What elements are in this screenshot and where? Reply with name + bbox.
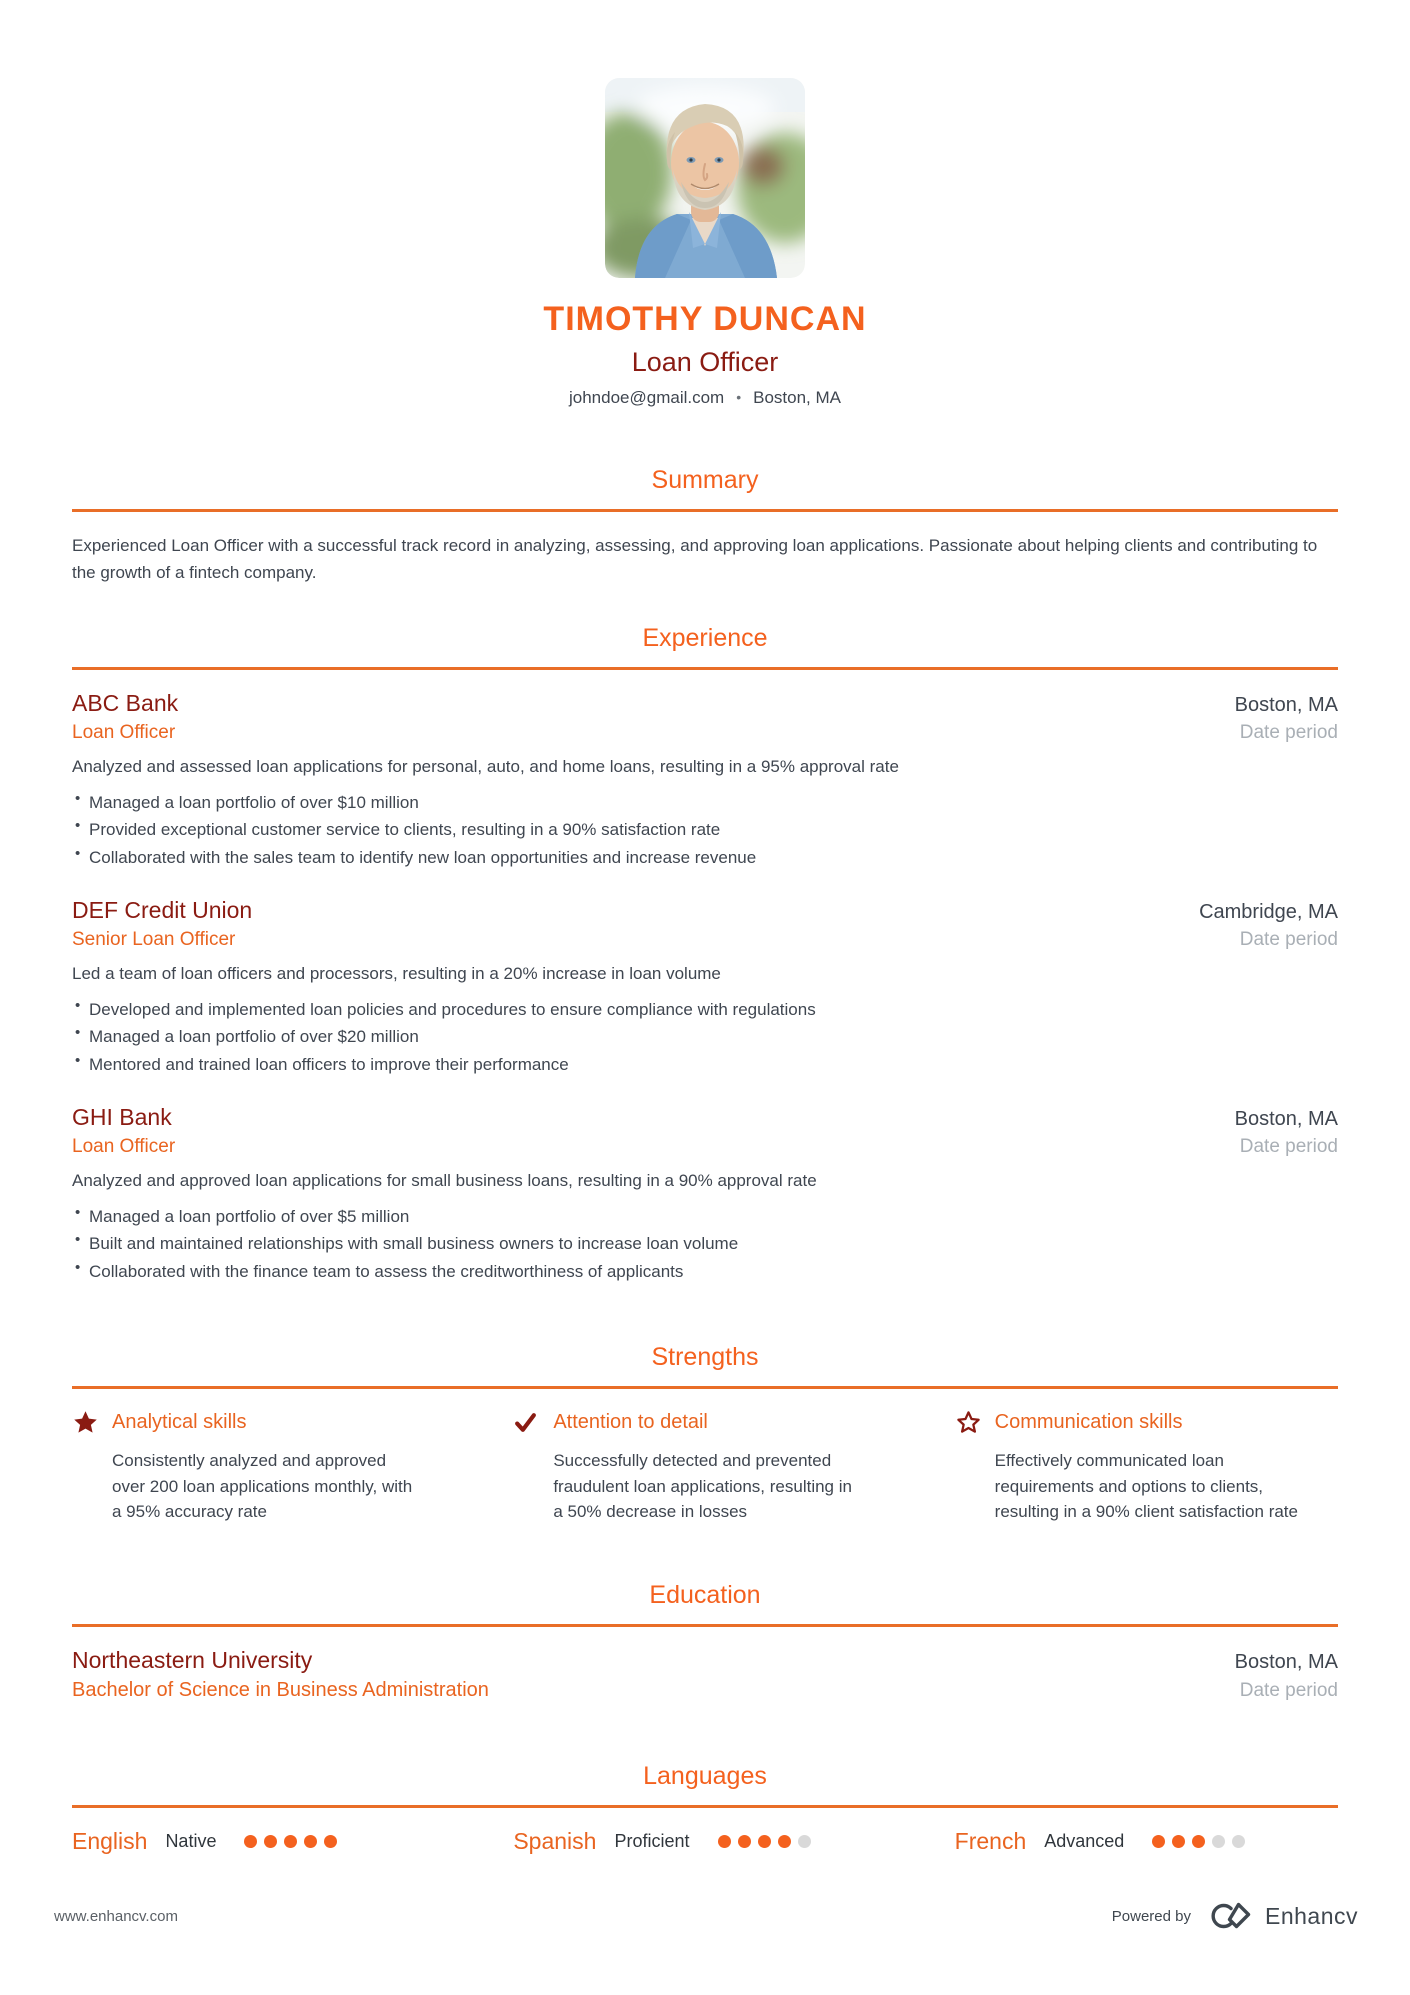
proficiency-dot-filled xyxy=(304,1835,317,1848)
strength-item xyxy=(72,1409,455,1525)
entry-description: Analyzed and assessed loan applications for personal, auto, and home loans, resulting in a 95% approval rate xyxy=(72,757,899,777)
language-level: Native xyxy=(165,1830,217,1851)
school-name: Northeastern University xyxy=(72,1646,313,1673)
degree-name: Bachelor of Science in Business Administration xyxy=(72,1678,489,1701)
proficiency-dot-filled xyxy=(718,1835,731,1848)
enhancv-site-link[interactable]: www.enhancv.com xyxy=(54,1907,178,1925)
entry-role: Loan Officer xyxy=(72,722,176,744)
language-proficiency-dots xyxy=(1152,1835,1245,1848)
company-name: ABC Bank xyxy=(72,690,179,717)
strength-item xyxy=(955,1409,1338,1525)
entry-period: Date period xyxy=(1239,1136,1338,1158)
page-footer xyxy=(54,1899,1358,1933)
check-icon xyxy=(513,1409,540,1436)
bullet-item: • Collaborated with the finance team to assess the creditworthiness of applicants xyxy=(72,1258,1338,1286)
bullet-item: • Managed a loan portfolio of over $10 million xyxy=(72,789,1338,817)
bullet-item: • Collaborated with the sales team to identify new loan opportunities and increase revenue xyxy=(72,844,1338,872)
language-name: French xyxy=(954,1827,1027,1854)
language-name: English xyxy=(72,1827,148,1854)
proficiency-dot-filled xyxy=(284,1835,297,1848)
proficiency-dot-empty xyxy=(1232,1835,1245,1848)
entry-location: Boston, MA xyxy=(1234,1108,1338,1131)
section-languages xyxy=(72,1762,1338,1855)
language-item xyxy=(955,1828,1338,1855)
proficiency-dot-filled xyxy=(264,1835,277,1848)
proficiency-dot-empty xyxy=(1212,1835,1225,1848)
language-proficiency-dots xyxy=(244,1835,337,1848)
entry-location: Cambridge, MA xyxy=(1199,901,1338,924)
summary-text: Experienced Loan Officer with a successful track record in analyzing, assessing, and approving loan applications. Passionate about helping clients and contributing to the growth of a fintech company. xyxy=(72,536,1318,583)
entry-role: Loan Officer xyxy=(72,1136,176,1158)
language-item xyxy=(513,1828,896,1855)
candidate-title: Loan Officer xyxy=(631,347,779,377)
experience-heading: Experience xyxy=(72,624,1338,670)
proficiency-dot-empty xyxy=(798,1835,811,1848)
entry-description: Led a team of loan officers and processors, resulting in a 20% increase in loan volume xyxy=(72,964,721,984)
section-education xyxy=(72,1581,1338,1702)
enhancv-infinity-logo-icon xyxy=(1205,1899,1251,1933)
proficiency-dot-filled xyxy=(1152,1835,1165,1848)
proficiency-dot-filled xyxy=(324,1835,337,1848)
section-strengths xyxy=(72,1343,1338,1525)
company-name: DEF Credit Union xyxy=(72,897,253,924)
star-outline-icon xyxy=(955,1409,982,1436)
strength-text: Consistently analyzed and approved over 200 loan applications monthly, with a 95% accuracy rate xyxy=(112,1451,413,1522)
entry-bullets xyxy=(72,789,1338,872)
profile-photo xyxy=(605,78,805,278)
strength-title: Analytical skills xyxy=(112,1411,247,1434)
powered-by-label: Powered by xyxy=(1111,1907,1191,1925)
proficiency-dot-filled xyxy=(1172,1835,1185,1848)
strength-title: Communication skills xyxy=(994,1411,1183,1434)
entry-bullets xyxy=(72,996,1338,1079)
experience-entry xyxy=(72,897,1338,1078)
proficiency-dot-filled xyxy=(738,1835,751,1848)
entry-role: Senior Loan Officer xyxy=(72,929,236,951)
proficiency-dot-filled xyxy=(758,1835,771,1848)
strength-title: Attention to detail xyxy=(553,1411,708,1434)
language-name: Spanish xyxy=(513,1827,597,1854)
strength-text: Successfully detected and prevented fraudulent loan applications, resulting in a 50% decrease in losses xyxy=(553,1451,852,1522)
languages-heading: Languages xyxy=(72,1762,1338,1808)
bullet-item: • Provided exceptional customer service to clients, resulting in a 90% satisfaction rate xyxy=(72,816,1338,844)
enhancv-brand-name: Enhancv xyxy=(1264,1902,1358,1929)
bullet-item: • Mentored and trained loan officers to improve their performance xyxy=(72,1051,1338,1079)
star-filled-icon xyxy=(72,1409,99,1436)
entry-location: Boston, MA xyxy=(1234,694,1338,717)
proficiency-dot-filled xyxy=(1192,1835,1205,1848)
contact-separator: • xyxy=(736,389,742,405)
bullet-item: • Managed a loan portfolio of over $20 million xyxy=(72,1023,1338,1051)
bullet-item: • Developed and implemented loan policies and procedures to ensure compliance with regulations xyxy=(72,996,1338,1024)
entry-description: Analyzed and approved loan applications for small business loans, resulting in a 90% approval rate xyxy=(72,1171,817,1191)
strength-text: Effectively communicated loan requirements and options to clients, resulting in a 90% client satisfaction rate xyxy=(994,1451,1298,1522)
entry-bullets xyxy=(72,1203,1338,1286)
proficiency-dot-filled xyxy=(778,1835,791,1848)
entry-period: Date period xyxy=(1239,929,1338,951)
strengths-heading: Strengths xyxy=(72,1343,1338,1389)
strength-item xyxy=(513,1409,896,1525)
candidate-name: TIMOTHY DUNCAN xyxy=(543,300,867,338)
email-text[interactable]: johndoe@gmail.com xyxy=(568,388,725,407)
entry-period: Date period xyxy=(1239,722,1338,744)
portrait-photo-illustration xyxy=(605,78,805,278)
bullet-item: • Managed a loan portfolio of over $5 million xyxy=(72,1203,1338,1231)
proficiency-dot-filled xyxy=(244,1835,257,1848)
language-item xyxy=(72,1828,455,1855)
section-experience xyxy=(72,624,1338,1285)
company-name: GHI Bank xyxy=(72,1104,172,1131)
powered-by-block[interactable] xyxy=(1112,1899,1358,1933)
education-period: Date period xyxy=(1239,1679,1338,1701)
bullet-item: • Built and maintained relationships with small business owners to increase loan volume xyxy=(72,1230,1338,1258)
summary-heading: Summary xyxy=(72,466,1338,512)
language-level: Proficient xyxy=(614,1830,690,1851)
location-text: Boston, MA xyxy=(753,388,841,407)
section-summary xyxy=(72,466,1338,586)
education-location: Boston, MA xyxy=(1234,1650,1338,1673)
contact-line xyxy=(72,388,1338,408)
language-level: Advanced xyxy=(1044,1830,1125,1851)
experience-entry xyxy=(72,690,1338,871)
experience-entry xyxy=(72,1104,1338,1285)
education-heading: Education xyxy=(72,1581,1338,1627)
language-proficiency-dots xyxy=(718,1835,811,1848)
